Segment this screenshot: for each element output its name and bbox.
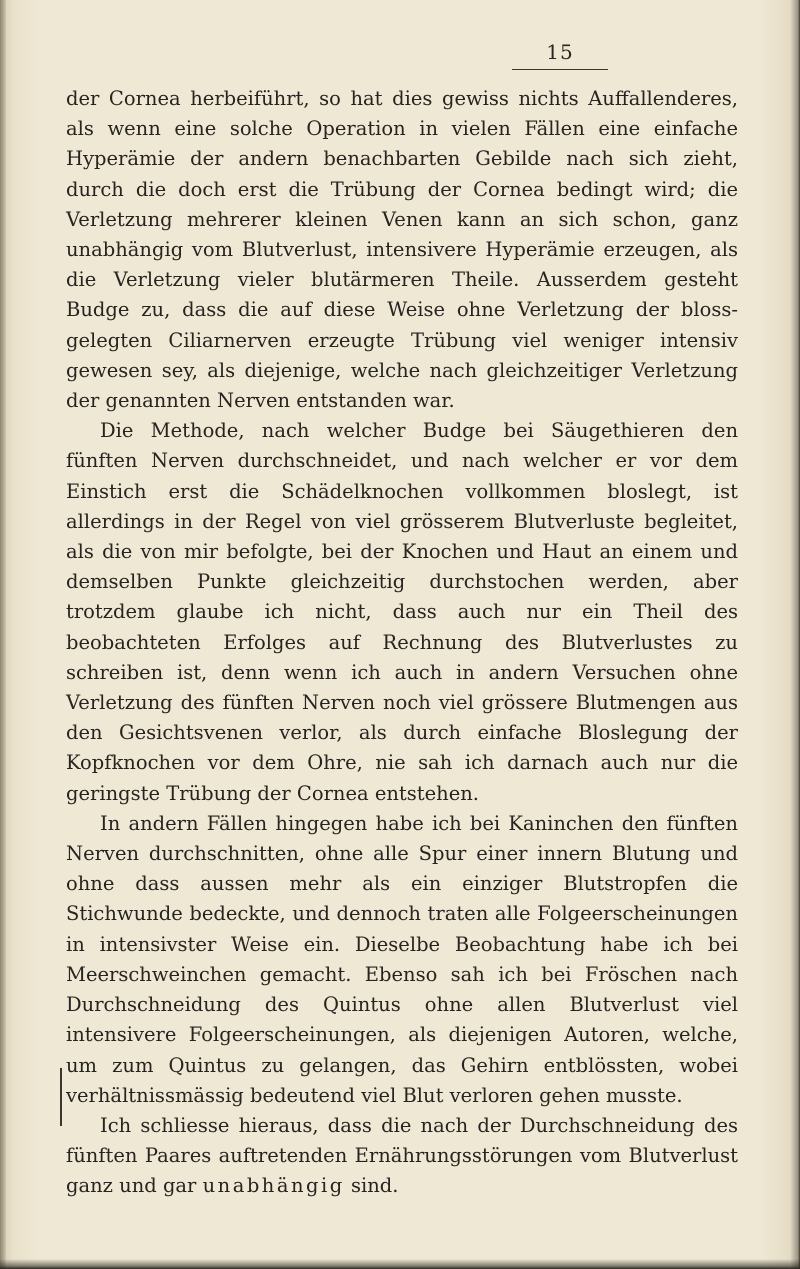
conclusion-emphasis: unabhängig xyxy=(202,1174,345,1198)
paragraph-conclusion xyxy=(66,1111,738,1202)
conclusion-text-end: sind. xyxy=(344,1174,399,1198)
page-number: 15 xyxy=(546,40,574,64)
page-number-rule xyxy=(512,69,608,70)
paragraph-other-cases: In andern Fällen hingegen habe ich bei Kaninchen den fünften Nerven durchschnitten, ohne alle Spur einer innern Blutung und ohne dass aussen mehr als ein einziger Blutstropfen die Stichwunde bedeckte, und dennoch traten alle Folgeerscheinungen in intensivster Weise ein. Dieselbe Beobachtung habe ich bei Meerschweinchen gemacht. Ebenso sah ich bei Fröschen nach Durchschneidung des Quintus ohne allen Blutverlust viel intensivere Folgeerscheinungen, als diejenigen Autoren, welche, um zum Quintus zu gelangen, das Gehirn entblössten, wobei verhältnissmässig bedeutend viel Blut verloren gehen musste. xyxy=(66,811,738,1107)
paragraph-budge-method: Die Methode, nach welcher Budge bei Säugethieren den fünften Nerven durchschneidet, und nach welcher er vor dem Einstich erst die Schädelknochen vollkommen bloslegt, ist allerdings in der Regel von viel grösserem Blutverluste begleitet, als die von mir befolgte, bei der Knochen und Haut an einem und demselben Punkte gleichzeitig durchstochen werden, aber trotzdem glaube ich nicht, dass auch nur ein Theil des beobachteten Erfolges auf Rechnung des Blutverlustes zu schreiben ist, denn wenn ich auch in andern Versuchen ohne Verletzung des fünften Nerven noch viel grössere Blutmengen aus den Gesichtsvenen verlor, als durch einfache Bloslegung der Kopfknochen vor dem Ohre, nie sah ich darnach auch nur die geringste Trübung der Cornea entstehen. xyxy=(66,419,738,805)
paragraph-continuation: der Cornea herbeiführt, so hat dies gewiss nichts Auffallenderes, als wenn eine solche Operation in vielen Fällen eine einfache Hyperämie der andern benachbarten Gebilde nach sich zieht, durch die doch erst die Trübung der Cornea bedingt wird; die Verletzung mehrerer kleinen Venen kann an sich schon, ganz unabhängig vom Blutverlust, intensivere Hyperämie erzeugen, als die Verletzung vieler blutärmeren Theile. Ausserdem gesteht Budge zu, dass die auf diese Weise ohne Verletzung der bloss-gelegten Ciliarnerven erzeugte Trübung viel weniger intensiv gewesen sey, als diejenige, welche nach gleichzeitiger Verletzung der genannten Nerven entstanden war. xyxy=(66,87,738,413)
page-binding-edge xyxy=(0,0,6,1269)
body-text xyxy=(66,84,738,1202)
page-bottom-edge xyxy=(0,1259,800,1269)
conclusion-text-start: Ich schliesse hieraus, dass die nach der Durchschneidung des fünften Paares auftretenden Ernährungsstörungen vom Blutverlust ganz und gar xyxy=(66,1113,738,1198)
margin-pencil-mark xyxy=(60,1068,62,1126)
